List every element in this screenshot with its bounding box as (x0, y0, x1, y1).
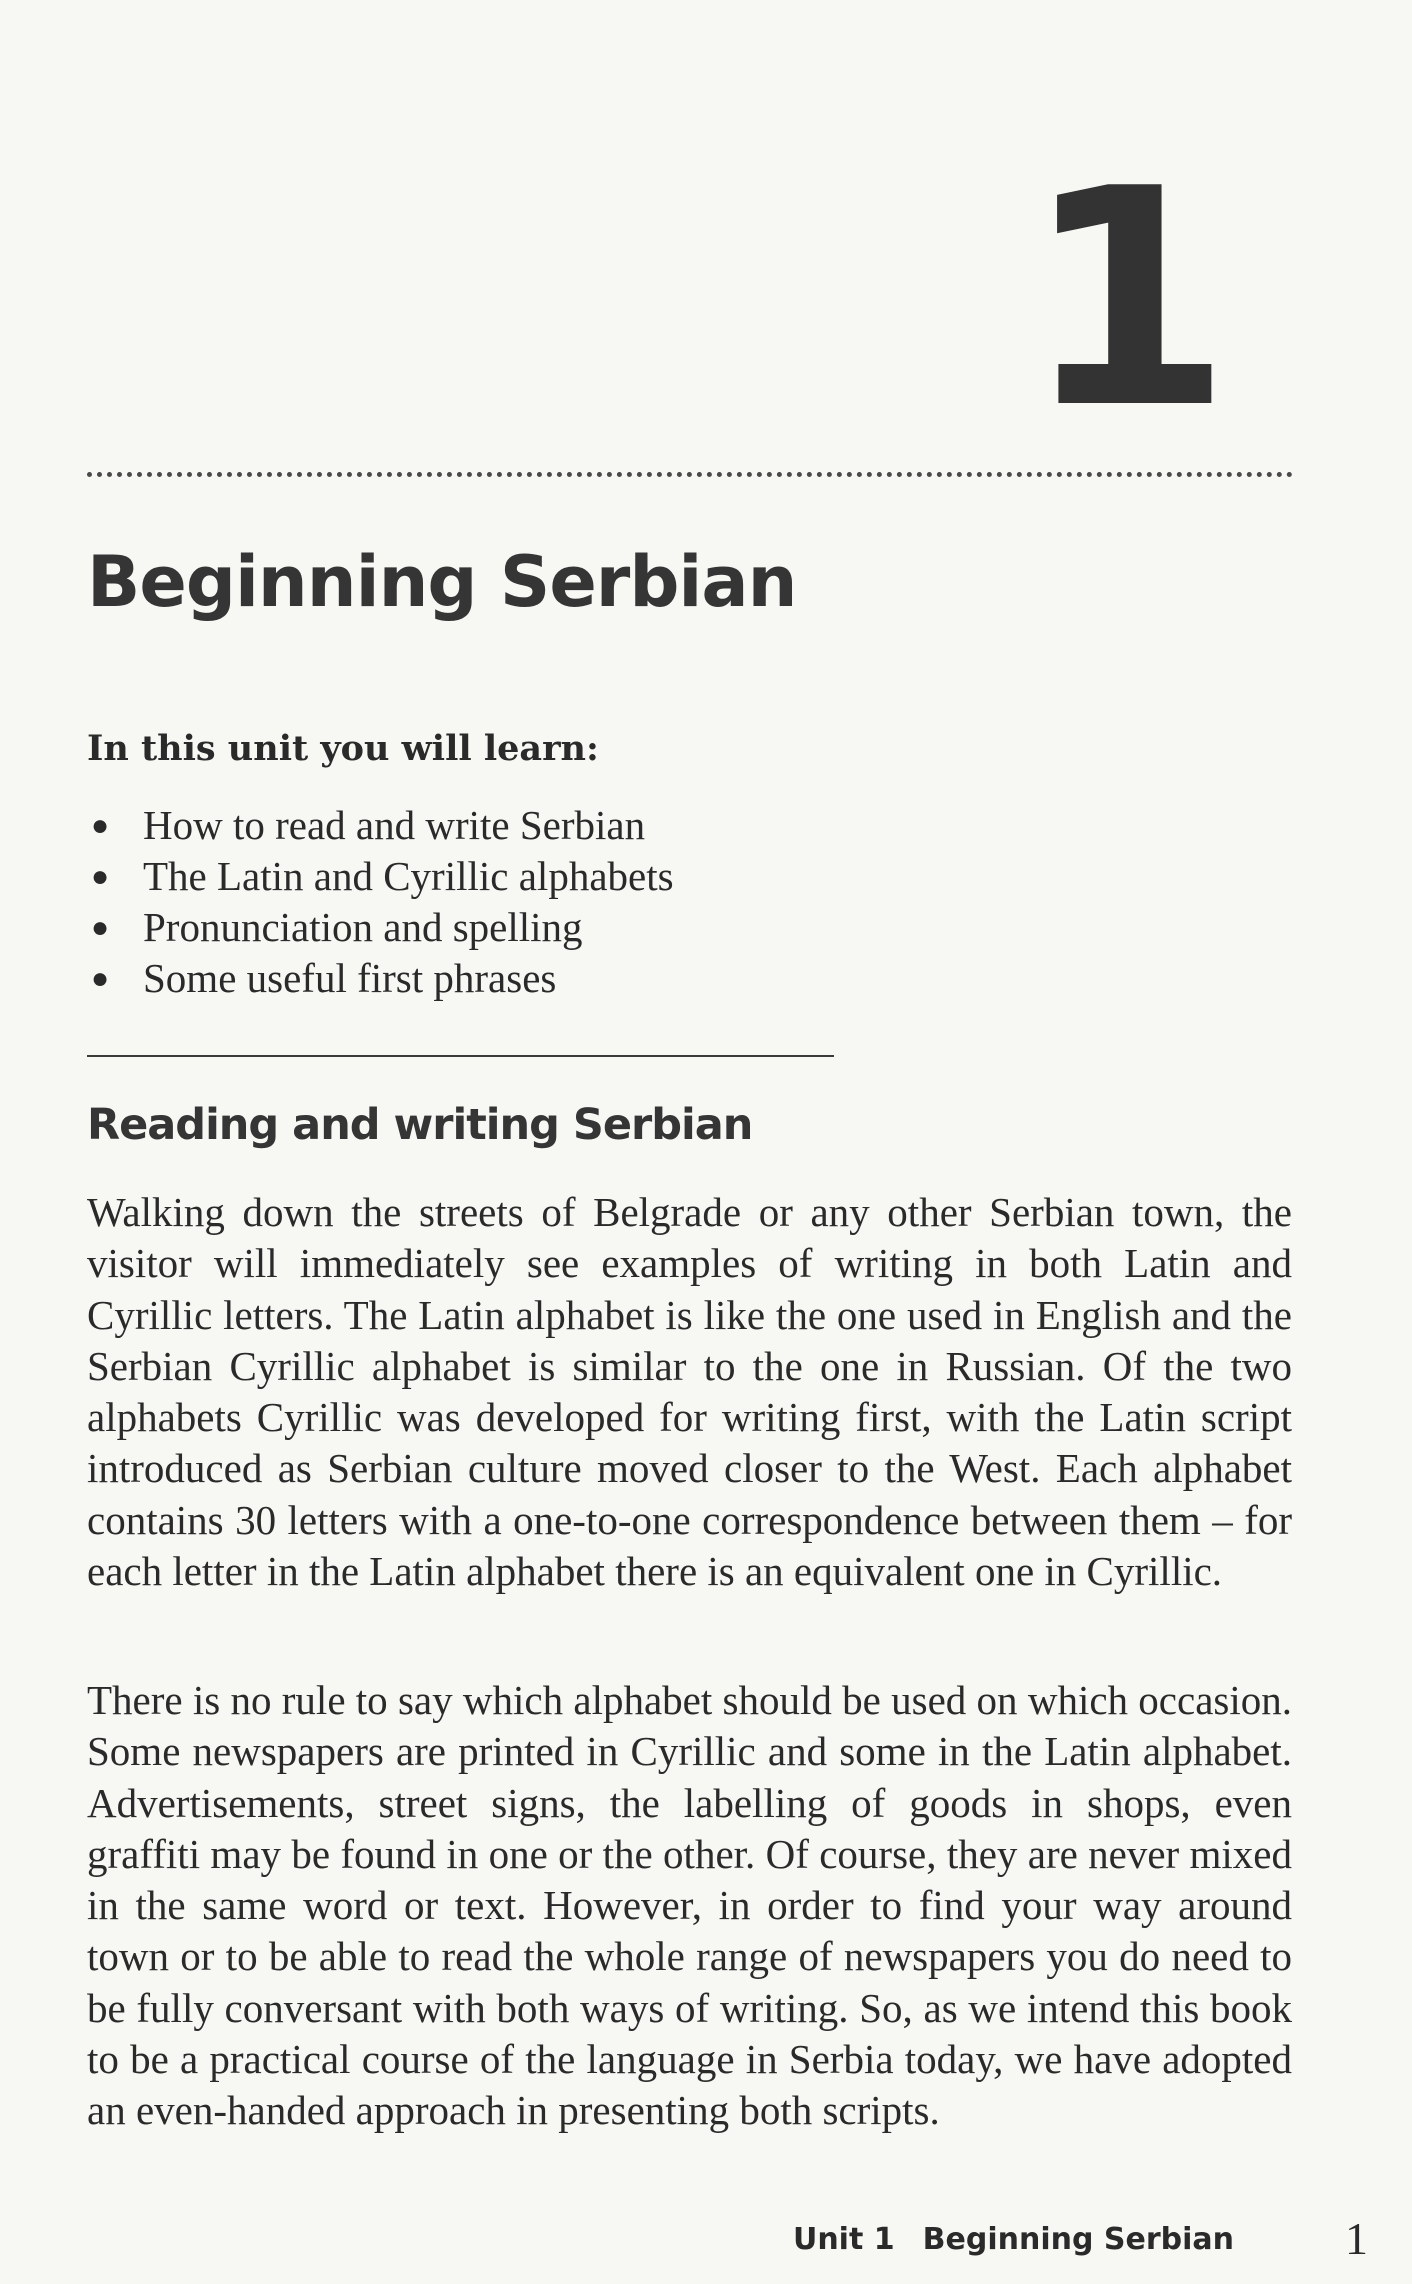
page-title: Beginning Serbian (87, 541, 797, 623)
bullet-icon: ● (91, 911, 110, 944)
section-heading: Reading and writing Serbian (87, 1100, 753, 1150)
body-paragraph: There is no rule to say which alphabet should be used on which occasion. Some newspapers are printed in Cyrillic and some in the Latin alphabet. Advertisements, street signs, the labelling of goods in shops, even graffiti may be found in one or the other. Of course, they are never mixed in the same word or text. However, in order to find your way around town or to be able to read the whole range of newspapers you do need to be fully conversant with both ways of writing. So, as we intend this book to be a practical course of the language in Serbia today, we have adopted an even-handed approach in presenting both scripts. (87, 1677, 1292, 2134)
running-footer (793, 2222, 1234, 2257)
objective-text: Pronunciation and spelling (143, 904, 583, 950)
objectives-heading: In this unit you will learn: (87, 728, 599, 769)
footer-unit-label: Unit 1 (792, 2222, 895, 2257)
section-divider (87, 1055, 834, 1057)
unit-number: 1 (1023, 125, 1232, 474)
page-number: 1 (1345, 2213, 1368, 2264)
objective-text: How to read and write Serbian (143, 802, 646, 848)
objective-item (87, 902, 674, 953)
bullet-icon: ● (91, 860, 110, 893)
objective-item (87, 953, 674, 1004)
bullet-icon: ● (91, 962, 110, 995)
objective-item (87, 851, 674, 902)
dotted-divider (87, 472, 1293, 477)
body-paragraph: Walking down the streets of Belgrade or any other Serbian town, the visitor will immediately see examples of writing in both Latin and Cyrillic letters. The Latin alphabet is like the one used in English and the Serbian Cyrillic alphabet is similar to the one in Russian. Of the two alphabets Cyrillic was developed for writing first, with the Latin script introduced as Serbian culture moved closer to the West. Each alphabet contains 30 letters with a one-to-one correspondence between them – for each letter in the Latin alphabet there is an equivalent one in Cyrillic. (87, 1189, 1292, 1595)
footer-unit-title: Beginning Serbian (922, 2222, 1234, 2257)
objective-text: Some useful first phrases (143, 955, 557, 1001)
bullet-icon: ● (91, 809, 110, 842)
objectives-list (87, 800, 674, 1004)
objective-item (87, 800, 674, 851)
objective-text: The Latin and Cyrillic alphabets (143, 853, 674, 899)
